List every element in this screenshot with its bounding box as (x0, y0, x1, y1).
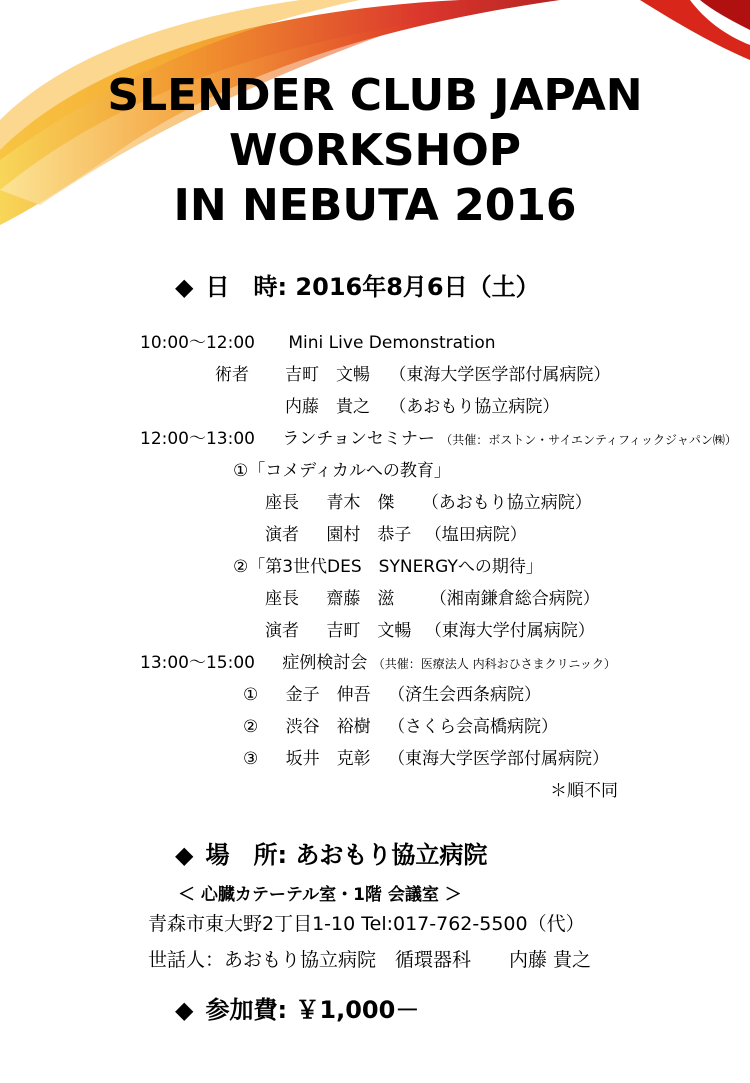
talk-1-chair (265, 492, 592, 514)
lunch-time: 12:00～13:00 (140, 429, 255, 449)
talk-1-title: ①「コメディカルへの教育」 (233, 461, 451, 481)
operator-1-affil: （東海大学医学部付属病院） (389, 365, 611, 385)
demo-title: Mini Live Demonstration (288, 333, 496, 353)
case-2-affil: （さくら会高橋病院） (388, 717, 559, 737)
case-2 (243, 716, 558, 738)
operator-1-name: 吉町 文暢 (285, 365, 370, 385)
talk-2-speaker-affil: （東海大学付属病院） (424, 621, 595, 641)
case-3-name: 坂井 克彰 (285, 749, 371, 769)
case-sponsor: （共催：医療法人 内科おひさまクリニック） (372, 657, 616, 671)
talk-2-speaker-name: 吉町 文暢 (326, 621, 412, 641)
case-3-affil: （東海大学医学部付属病院） (388, 749, 610, 769)
venue-address: 青森市東大野2丁目1-10 Tel:017-762-5500（代） (148, 913, 585, 935)
talk-1-speaker-role: 演者 (265, 525, 299, 545)
operator-2-name: 内藤 貴之 (285, 397, 370, 417)
diamond-bullet-icon: ◆ (175, 841, 194, 869)
operator-1 (285, 364, 610, 386)
operator-2-affil: （あおもり協立病院） (389, 397, 560, 417)
talk-1-chair-role: 座長 (265, 493, 299, 513)
demo-row (140, 332, 496, 354)
talk-2-chair (265, 588, 600, 610)
talk-1-speaker-name: 園村 恭子 (326, 525, 412, 545)
fee-heading-text: 参加費: ￥1,000－ (205, 996, 420, 1024)
case-time: 13:00～15:00 (140, 653, 255, 673)
talk-1-chair-affil: （あおもり協立病院） (421, 493, 592, 513)
case-3-num: ③ (243, 749, 259, 769)
diamond-bullet-icon: ◆ (175, 996, 194, 1024)
talk-2-speaker (265, 620, 595, 642)
talk-2-chair-role: 座長 (265, 589, 299, 609)
demo-time: 10:00～12:00 (140, 333, 255, 353)
operator-2 (285, 396, 559, 418)
lunch-sponsor: （共催：ボストン・サイエンティフィックジャパン㈱） (440, 433, 737, 447)
talk-1-speaker-affil: （塩田病院） (424, 525, 527, 545)
case-1-affil: （済生会西条病院） (388, 685, 542, 705)
case-title: 症例検討会 (282, 653, 368, 673)
talk-2-title: ②「第3世代DES SYNERGYへの期待」 (233, 557, 543, 577)
lunch-row (140, 428, 737, 451)
diamond-bullet-icon: ◆ (175, 273, 194, 301)
case-2-num: ② (243, 717, 259, 737)
title-line-3: IN NEBUTA 2016 (173, 180, 577, 231)
lunch-title: ランチョンセミナー (282, 429, 435, 449)
case-3 (243, 748, 609, 770)
talk-2-chair-name: 齋藤 滋 (326, 589, 395, 609)
venue-heading-text: 場 所: あおもり協立病院 (205, 841, 488, 869)
title-line-2: WORKSHOP (228, 125, 522, 176)
fee-heading (175, 995, 419, 1025)
case-1-name: 金子 伸吾 (285, 685, 371, 705)
operators-label: 術者 (215, 365, 249, 385)
date-heading-text: 日 時: 2016年8月6日（土） (205, 273, 540, 301)
case-row (140, 652, 616, 675)
talk-1-chair-name: 青木 傑 (326, 493, 395, 513)
venue-room: ＜ 心臓カテーテル室・1階 会議室 ＞ (178, 885, 462, 905)
title-line-1: SLENDER CLUB JAPAN (107, 70, 643, 121)
talk-2-chair-affil: （湘南鎌倉総合病院） (429, 589, 600, 609)
venue-heading (175, 840, 487, 870)
case-2-name: 渋谷 裕樹 (285, 717, 371, 737)
case-1-num: ① (243, 685, 259, 705)
talk-1-speaker (265, 524, 527, 546)
talk-2-speaker-role: 演者 (265, 621, 299, 641)
order-note: ＊順不同 (550, 781, 618, 801)
date-heading (175, 272, 540, 302)
organizer: 世話人：あおもり協立病院 循環器科 内藤 貴之 (148, 949, 592, 971)
case-1 (243, 684, 541, 706)
